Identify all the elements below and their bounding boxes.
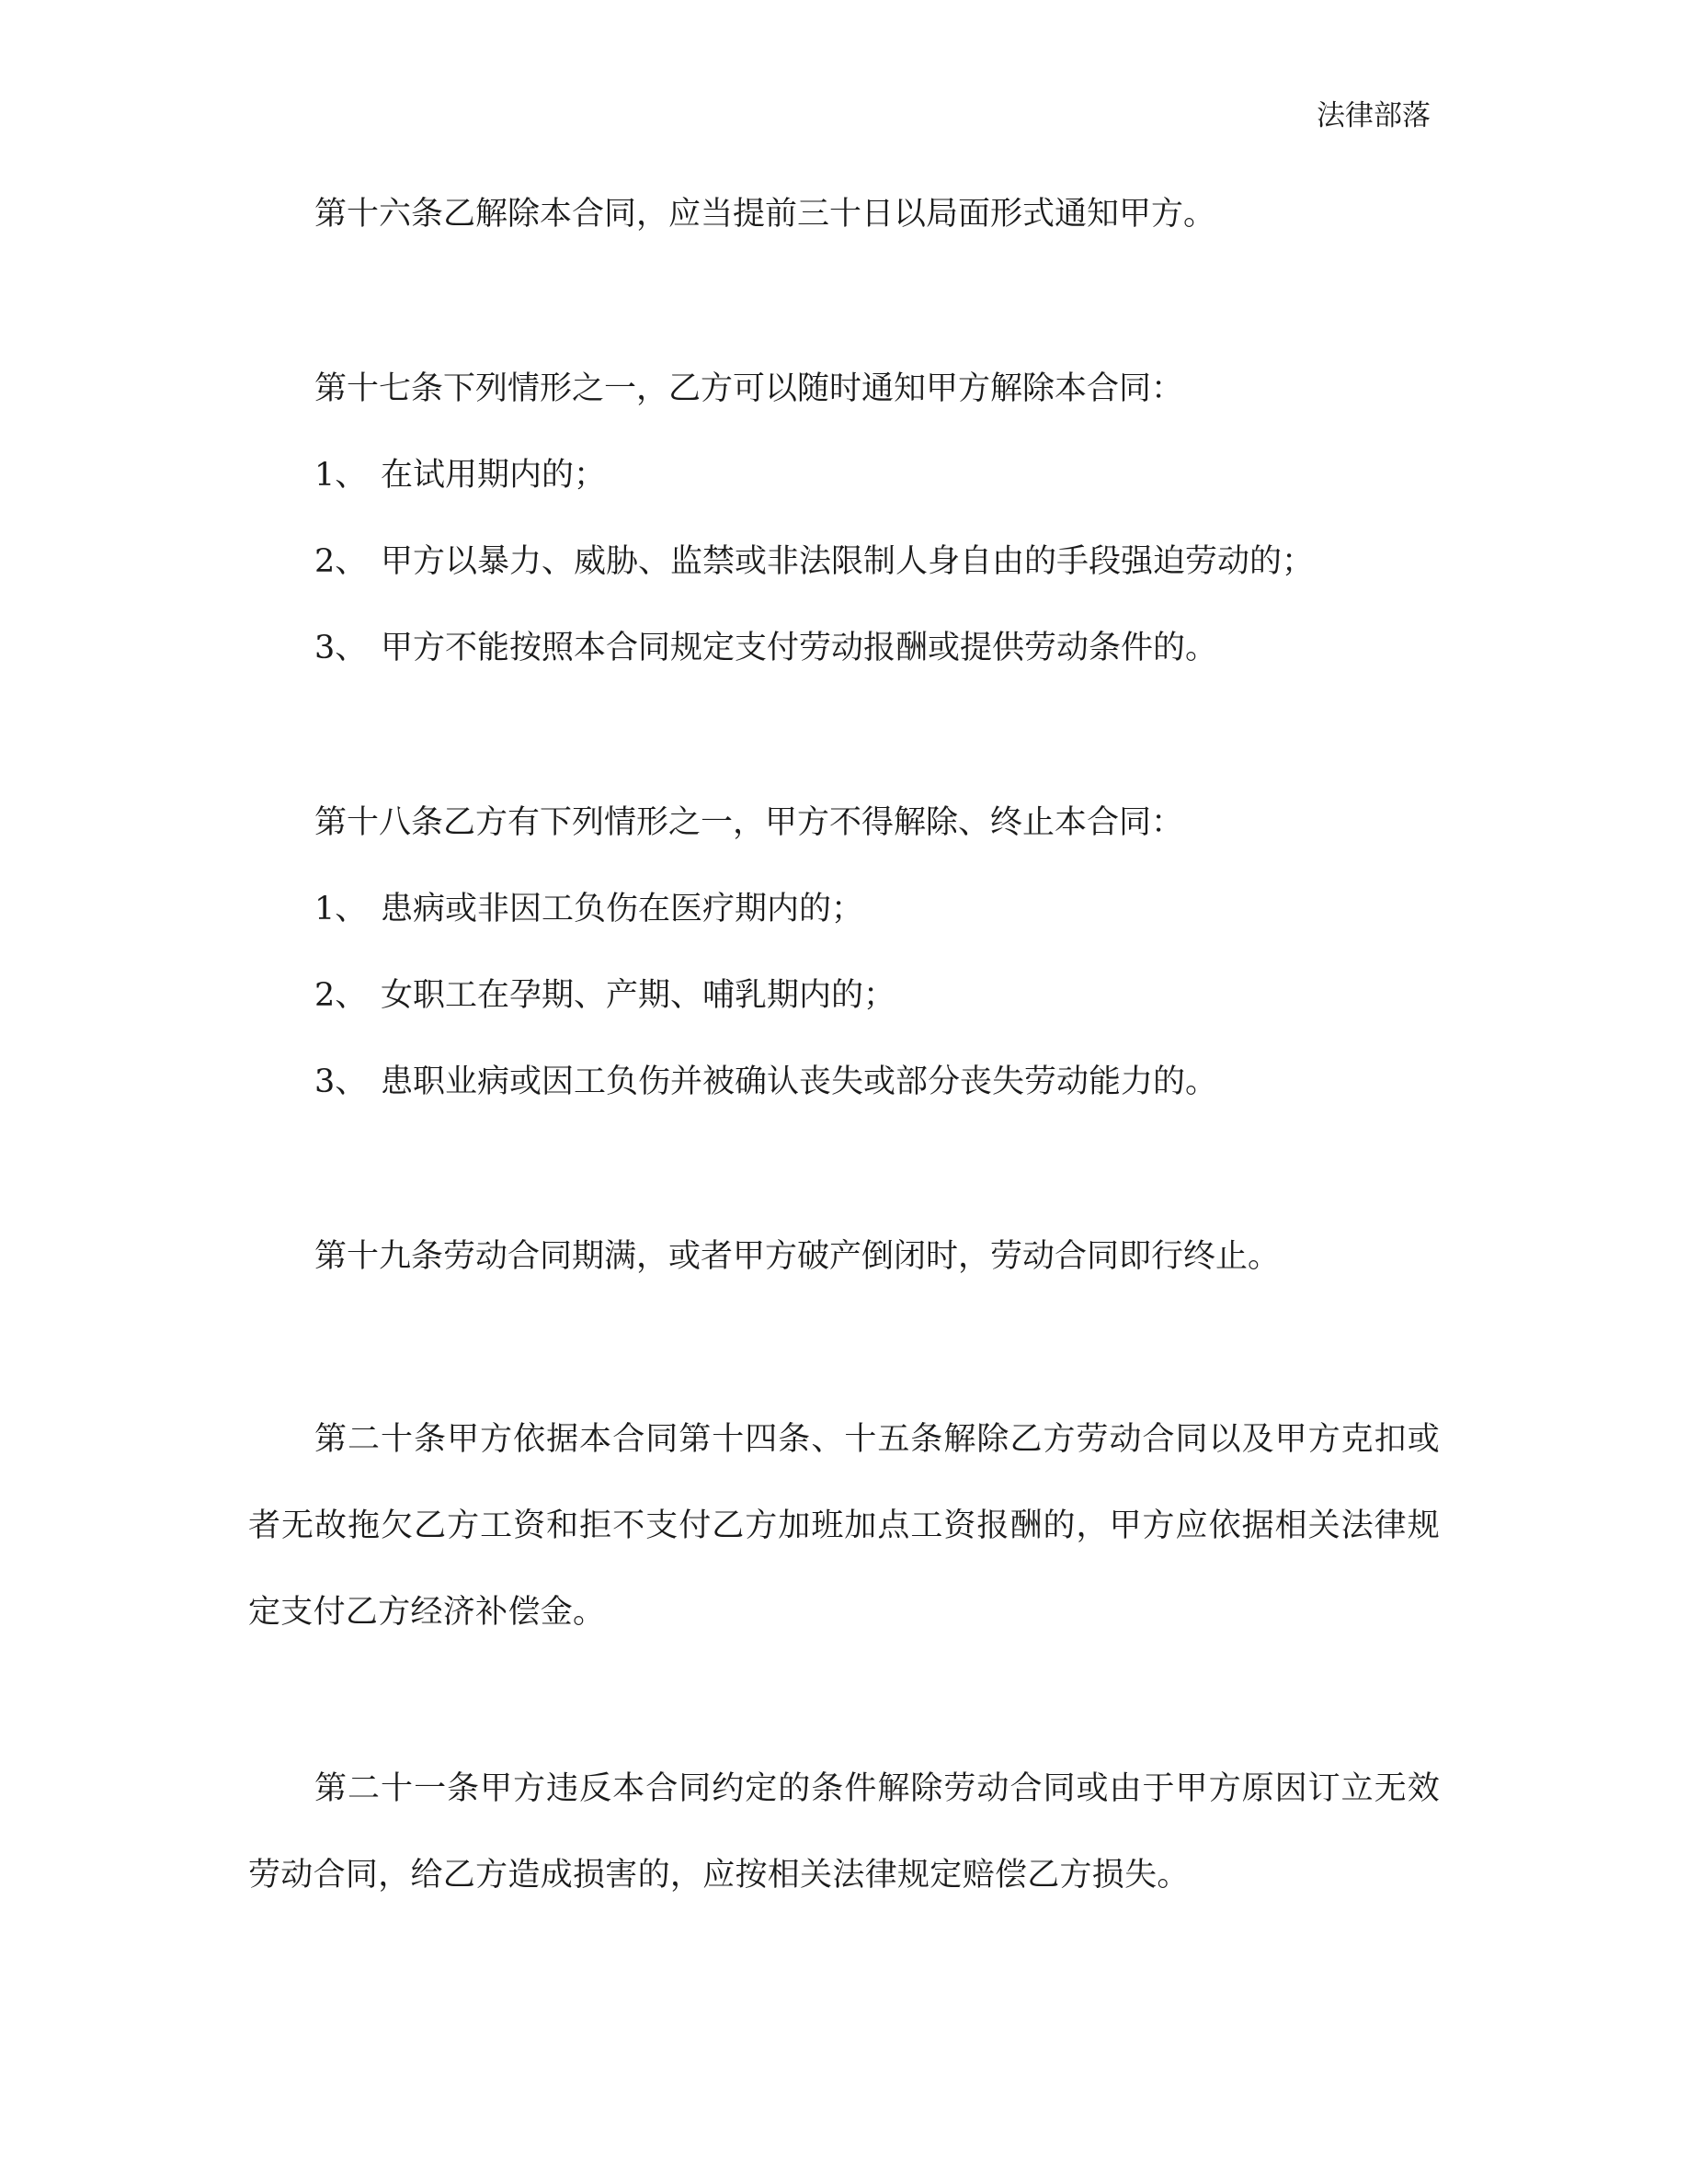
clause-19: 第十九条劳动合同期满，或者甲方破产倒闭时，劳动合同即行终止。: [314, 1238, 1281, 1275]
list-item-text: 患病或非因工负伤在医疗期内的；: [381, 891, 864, 927]
list-item-number: 2、: [314, 977, 368, 1014]
clause-16: 第十六条乙解除本合同，应当提前三十日以局面形式通知甲方。: [314, 196, 1216, 233]
list-item-number: 1、: [314, 891, 368, 927]
list-item: [248, 453, 1440, 497]
clause-21: 第二十一条甲方违反本合同约定的条件解除劳动合同或由于甲方原因订立无效劳动合同，给乙方造成损害的，应按相关法律规定赔偿乙方损失。: [248, 1770, 1440, 1894]
list-item-text: 女职工在孕期、产期、哺乳期内的；: [381, 977, 896, 1014]
list-item-number: 3、: [314, 630, 368, 666]
document-body: [248, 192, 1440, 1918]
clause-17: [248, 367, 1440, 670]
list-item-text: 甲方不能按照本合同规定支付劳动报酬或提供劳动条件的。: [381, 630, 1218, 666]
list-item: [248, 973, 1440, 1018]
clause-20: 第二十条甲方依据本合同第十四条、十五条解除乙方劳动合同以及甲方克扣或者无故拖欠乙方工资和拒不支付乙方加班加点工资报酬的，甲方应依据相关法律规定支付乙方经济补偿金。: [248, 1421, 1440, 1631]
list-item-text: 甲方以暴力、威胁、监禁或非法限制人身自由的手段强迫劳动的；: [381, 543, 1315, 580]
list-item-text: 患职业病或因工负伤并被确认丧失或部分丧失劳动能力的。: [381, 1064, 1218, 1100]
list-item: [248, 887, 1440, 931]
list-item: [248, 540, 1440, 584]
list-item-number: 2、: [314, 543, 368, 580]
list-item-number: 3、: [314, 1064, 368, 1100]
list-item: [248, 626, 1440, 670]
header-brand: 法律部落: [1317, 99, 1431, 132]
clause-18: [248, 801, 1440, 1104]
list-item: [248, 1060, 1440, 1104]
list-item-text: 在试用期内的；: [381, 457, 607, 494]
clause-18-title: 第十八条乙方有下列情形之一，甲方不得解除、终止本合同：: [314, 804, 1184, 841]
clause-17-title: 第十七条下列情形之一，乙方可以随时通知甲方解除本合同：: [314, 370, 1184, 407]
list-item-number: 1、: [314, 457, 368, 494]
